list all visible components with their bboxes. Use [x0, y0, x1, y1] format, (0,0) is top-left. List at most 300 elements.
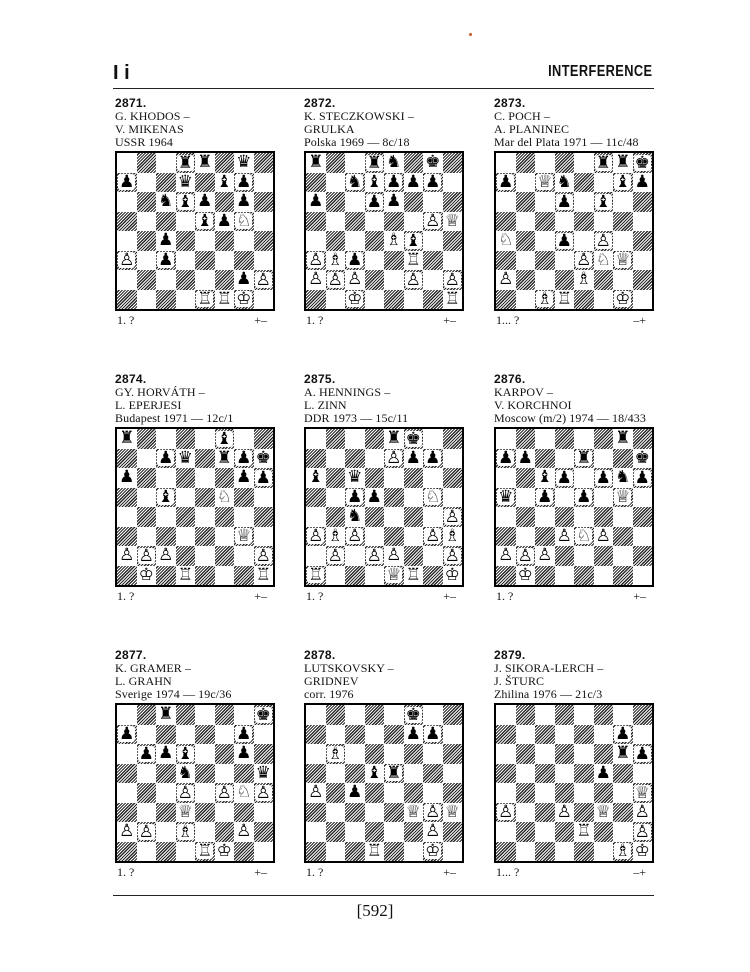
board-square	[156, 153, 176, 173]
white-pawn-icon: ♙	[347, 526, 363, 547]
board-square	[345, 192, 365, 212]
white-bishop-icon: ♗	[327, 249, 343, 270]
board-square	[254, 488, 274, 508]
board-square	[254, 546, 274, 566]
board-square	[176, 429, 196, 449]
black-knight-icon: ♞	[347, 172, 363, 193]
board-square	[117, 725, 137, 745]
board-square	[215, 429, 235, 449]
board-square	[384, 822, 404, 842]
board-square	[306, 251, 326, 271]
board-square	[574, 488, 594, 508]
black-pawn-icon: ♟	[236, 467, 252, 488]
white-pawn-icon: ♙	[119, 250, 135, 271]
board-square	[496, 842, 516, 862]
board-square	[306, 725, 326, 745]
white-knight-icon: ♘	[425, 487, 441, 508]
board-square	[117, 468, 137, 488]
board-square	[176, 842, 196, 862]
black-king-icon: ♚	[634, 447, 650, 468]
move-prompt: 1. ?	[496, 589, 514, 603]
white-queen-icon: ♕	[537, 172, 553, 193]
black-rook-icon: ♜	[197, 152, 213, 173]
black-rook-icon: ♜	[366, 152, 382, 173]
board-square	[176, 153, 196, 173]
board-square	[555, 212, 575, 232]
board-square	[633, 270, 653, 290]
board-square	[594, 546, 614, 566]
board-square	[137, 725, 157, 745]
board-square	[234, 468, 254, 488]
board-square	[423, 468, 443, 488]
player-name: G. KHODOS –	[115, 109, 190, 123]
board-square	[384, 449, 404, 469]
board-square	[384, 566, 404, 586]
board-square	[365, 468, 385, 488]
board-square	[633, 231, 653, 251]
puzzle-caption	[115, 865, 267, 880]
puzzle-caption	[494, 865, 646, 880]
black-pawn-icon: ♟	[236, 191, 252, 212]
board-square	[137, 449, 157, 469]
footer-rule	[113, 895, 654, 896]
move-prompt: 1... ?	[496, 313, 520, 327]
board-square	[496, 251, 516, 271]
board-square	[443, 153, 463, 173]
chess-board	[494, 703, 654, 863]
black-pawn-icon: ♟	[138, 743, 154, 764]
board-square	[234, 764, 254, 784]
board-square	[156, 822, 176, 842]
black-king-icon: ♚	[405, 428, 421, 449]
board-square	[423, 173, 443, 193]
board-square	[326, 725, 346, 745]
board-square	[326, 566, 346, 586]
white-pawn-icon: ♙	[425, 211, 441, 232]
chess-board	[304, 427, 464, 587]
board-square	[326, 468, 346, 488]
board-square	[306, 527, 326, 547]
black-king-icon: ♚	[255, 447, 271, 468]
board-square	[404, 783, 424, 803]
board-square	[633, 153, 653, 173]
board-square	[574, 212, 594, 232]
board-square	[535, 251, 555, 271]
board-square	[443, 744, 463, 764]
board-square	[234, 842, 254, 862]
board-square	[404, 803, 424, 823]
puzzle-8	[304, 648, 464, 880]
board-square	[117, 212, 137, 232]
puzzle-caption	[304, 313, 456, 328]
board-square	[613, 173, 633, 193]
board-square	[176, 449, 196, 469]
board-square	[516, 822, 536, 842]
event-line: Zhilina 1976 — 21c/3	[494, 687, 603, 701]
board-square	[404, 449, 424, 469]
board-square	[156, 507, 176, 527]
board-square	[215, 488, 235, 508]
board-square	[254, 822, 274, 842]
white-pawn-icon: ♙	[444, 506, 460, 527]
board-square	[195, 566, 215, 586]
board-square	[443, 449, 463, 469]
board-square	[496, 744, 516, 764]
board-square	[633, 527, 653, 547]
board-square	[516, 270, 536, 290]
board-square	[555, 803, 575, 823]
board-square	[423, 507, 443, 527]
black-pawn-icon: ♟	[158, 743, 174, 764]
white-knight-icon: ♘	[236, 211, 252, 232]
board-square	[365, 764, 385, 784]
board-square	[574, 546, 594, 566]
white-rook-icon: ♖	[556, 288, 572, 309]
board-square	[535, 449, 555, 469]
white-pawn-icon: ♙	[556, 525, 572, 546]
board-square	[496, 429, 516, 449]
board-square	[365, 192, 385, 212]
board-square	[345, 212, 365, 232]
board-square	[496, 192, 516, 212]
white-king-icon: ♔	[444, 564, 460, 585]
board-square	[326, 744, 346, 764]
board-square	[423, 842, 443, 862]
white-pawn-icon: ♙	[138, 821, 154, 842]
board-square	[384, 429, 404, 449]
white-bishop-icon: ♗	[327, 525, 343, 546]
black-bishop-icon: ♝	[366, 762, 382, 783]
board-square	[535, 153, 555, 173]
board-square	[633, 744, 653, 764]
board-square	[234, 488, 254, 508]
board-square	[306, 822, 326, 842]
board-square	[234, 705, 254, 725]
board-square	[156, 566, 176, 586]
board-square	[137, 231, 157, 251]
board-square	[443, 290, 463, 310]
board-square	[516, 192, 536, 212]
board-square	[195, 744, 215, 764]
board-square	[613, 705, 633, 725]
board-square	[234, 507, 254, 527]
black-rook-icon: ♜	[595, 152, 611, 173]
black-pawn-icon: ♟	[537, 487, 553, 508]
black-king-icon: ♚	[634, 152, 650, 173]
board-square	[137, 546, 157, 566]
evaluation: +–	[633, 589, 646, 603]
board-square	[574, 153, 594, 173]
black-king-icon: ♚	[405, 704, 421, 725]
white-pawn-icon: ♙	[308, 526, 324, 547]
black-pawn-icon: ♟	[197, 191, 213, 212]
board-square	[496, 212, 516, 232]
board-square	[516, 507, 536, 527]
white-pawn-icon: ♙	[405, 269, 421, 290]
board-square	[117, 192, 137, 212]
board-square	[306, 192, 326, 212]
board-square	[516, 546, 536, 566]
player-name: A. PLANINEC	[494, 122, 570, 136]
board-square	[535, 783, 555, 803]
board-square	[254, 251, 274, 271]
board-square	[306, 783, 326, 803]
board-square	[574, 468, 594, 488]
board-square	[326, 488, 346, 508]
board-square	[215, 173, 235, 193]
white-queen-icon: ♕	[236, 526, 252, 547]
board-square	[345, 822, 365, 842]
black-bishop-icon: ♝	[405, 230, 421, 251]
board-square	[176, 270, 196, 290]
board-square	[176, 192, 196, 212]
board-square	[555, 546, 575, 566]
black-pawn-icon: ♟	[634, 467, 650, 488]
board-square	[195, 546, 215, 566]
header-rule	[113, 88, 654, 89]
board-square	[535, 507, 555, 527]
chess-board	[304, 151, 464, 311]
white-pawn-icon: ♙	[576, 250, 592, 271]
board-square	[423, 449, 443, 469]
board-square	[535, 270, 555, 290]
board-square	[365, 803, 385, 823]
board-square	[613, 803, 633, 823]
board-square	[254, 783, 274, 803]
board-square	[345, 231, 365, 251]
board-square	[443, 822, 463, 842]
board-square	[633, 251, 653, 271]
black-pawn-icon: ♟	[236, 724, 252, 745]
board-square	[365, 842, 385, 862]
board-square	[176, 507, 196, 527]
black-pawn-icon: ♟	[236, 743, 252, 764]
board-square	[535, 290, 555, 310]
player-name: L. GRAHN	[115, 674, 172, 688]
board-square	[443, 783, 463, 803]
board-square	[365, 507, 385, 527]
board-square	[496, 468, 516, 488]
board-square	[137, 507, 157, 527]
board-square	[254, 527, 274, 547]
board-square	[234, 429, 254, 449]
black-bishop-icon: ♝	[366, 171, 382, 192]
board-square	[215, 153, 235, 173]
board-square	[254, 725, 274, 745]
board-square	[443, 192, 463, 212]
evaluation: +–	[443, 313, 456, 327]
board-square	[633, 705, 653, 725]
board-square	[195, 783, 215, 803]
white-knight-icon: ♘	[595, 249, 611, 270]
board-square	[306, 429, 326, 449]
black-pawn-icon: ♟	[236, 172, 252, 193]
board-square	[423, 764, 443, 784]
board-square	[326, 527, 346, 547]
board-square	[404, 192, 424, 212]
board-square	[254, 153, 274, 173]
board-square	[215, 449, 235, 469]
board-square	[574, 803, 594, 823]
board-square	[365, 527, 385, 547]
board-square	[496, 153, 516, 173]
black-pawn-icon: ♟	[366, 191, 382, 212]
board-square	[613, 822, 633, 842]
board-square	[516, 153, 536, 173]
board-square	[384, 468, 404, 488]
board-square	[195, 842, 215, 862]
board-square	[423, 251, 443, 271]
board-square	[365, 566, 385, 586]
board-square	[156, 251, 176, 271]
board-square	[326, 842, 346, 862]
board-square	[423, 725, 443, 745]
chess-board	[115, 703, 275, 863]
board-square	[326, 290, 346, 310]
board-square	[215, 783, 235, 803]
board-square	[345, 566, 365, 586]
board-square	[215, 744, 235, 764]
board-square	[574, 270, 594, 290]
white-pawn-icon: ♙	[255, 545, 271, 566]
board-square	[555, 270, 575, 290]
board-square	[326, 546, 346, 566]
board-square	[404, 270, 424, 290]
board-square	[306, 231, 326, 251]
board-square	[156, 527, 176, 547]
board-square	[176, 822, 196, 842]
white-pawn-icon: ♙	[158, 545, 174, 566]
black-knight-icon: ♞	[386, 152, 402, 173]
chess-board	[115, 151, 275, 311]
board-square	[176, 231, 196, 251]
board-square	[176, 803, 196, 823]
board-square	[176, 488, 196, 508]
board-square	[195, 764, 215, 784]
board-square	[516, 705, 536, 725]
board-square	[195, 803, 215, 823]
board-square	[384, 507, 404, 527]
white-bishop-icon: ♗	[444, 525, 460, 546]
board-square	[594, 231, 614, 251]
board-square	[176, 212, 196, 232]
board-square	[594, 429, 614, 449]
board-square	[117, 270, 137, 290]
white-pawn-icon: ♙	[327, 269, 343, 290]
board-square	[345, 251, 365, 271]
board-square	[574, 251, 594, 271]
board-square	[195, 822, 215, 842]
board-square	[345, 173, 365, 193]
board-square	[365, 546, 385, 566]
black-pawn-icon: ♟	[595, 762, 611, 783]
board-square	[516, 725, 536, 745]
board-square	[117, 290, 137, 310]
evaluation: +–	[443, 589, 456, 603]
board-square	[306, 270, 326, 290]
board-square	[326, 764, 346, 784]
section-marker: I i	[113, 62, 130, 84]
move-prompt: 1. ?	[117, 865, 135, 879]
board-square	[535, 429, 555, 449]
board-square	[345, 783, 365, 803]
board-square	[594, 270, 614, 290]
player-name: J. ŠTURC	[494, 674, 545, 688]
board-square	[384, 803, 404, 823]
board-square	[516, 212, 536, 232]
event-line: Mar del Plata 1971 — 11c/48	[494, 135, 639, 149]
board-square	[254, 744, 274, 764]
board-square	[516, 764, 536, 784]
board-square	[156, 449, 176, 469]
board-square	[137, 705, 157, 725]
board-square	[633, 290, 653, 310]
player-name: C. POCH –	[494, 109, 550, 123]
event-line: Polska 1969 — 8c/18	[304, 135, 410, 149]
board-square	[215, 212, 235, 232]
board-square	[404, 546, 424, 566]
board-square	[496, 527, 516, 547]
board-square	[365, 290, 385, 310]
board-square	[535, 842, 555, 862]
event-line: Sverige 1974 — 19c/36	[115, 687, 232, 701]
board-square	[613, 449, 633, 469]
board-square	[516, 468, 536, 488]
board-square	[156, 429, 176, 449]
board-square	[254, 468, 274, 488]
board-square	[555, 783, 575, 803]
white-queen-icon: ♕	[386, 565, 402, 586]
board-square	[555, 705, 575, 725]
board-square	[326, 705, 346, 725]
board-square	[404, 566, 424, 586]
board-square	[195, 705, 215, 725]
board-square	[254, 192, 274, 212]
board-square	[345, 764, 365, 784]
board-square	[306, 705, 326, 725]
move-prompt: 1. ?	[117, 589, 135, 603]
board-square	[254, 270, 274, 290]
board-square	[195, 212, 215, 232]
white-pawn-icon: ♙	[366, 545, 382, 566]
board-square	[156, 290, 176, 310]
black-pawn-icon: ♟	[347, 782, 363, 803]
board-square	[156, 270, 176, 290]
puzzle-7	[115, 648, 275, 880]
board-square	[234, 783, 254, 803]
board-square	[516, 744, 536, 764]
board-square	[535, 192, 555, 212]
board-square	[594, 153, 614, 173]
board-square	[195, 251, 215, 271]
board-square	[535, 468, 555, 488]
board-square	[404, 153, 424, 173]
black-knight-icon: ♞	[177, 762, 193, 783]
white-pawn-icon: ♙	[236, 821, 252, 842]
move-prompt: 1. ?	[306, 313, 324, 327]
player-name: L. ZINN	[304, 398, 347, 412]
white-knight-icon: ♘	[498, 230, 514, 251]
board-square	[137, 468, 157, 488]
white-king-icon: ♔	[347, 289, 363, 310]
ink-speck	[469, 33, 472, 36]
board-square	[423, 546, 443, 566]
board-square	[306, 449, 326, 469]
black-rook-icon: ♜	[615, 428, 631, 449]
white-queen-icon: ♕	[177, 801, 193, 822]
board-square	[404, 705, 424, 725]
white-pawn-icon: ♙	[138, 545, 154, 566]
